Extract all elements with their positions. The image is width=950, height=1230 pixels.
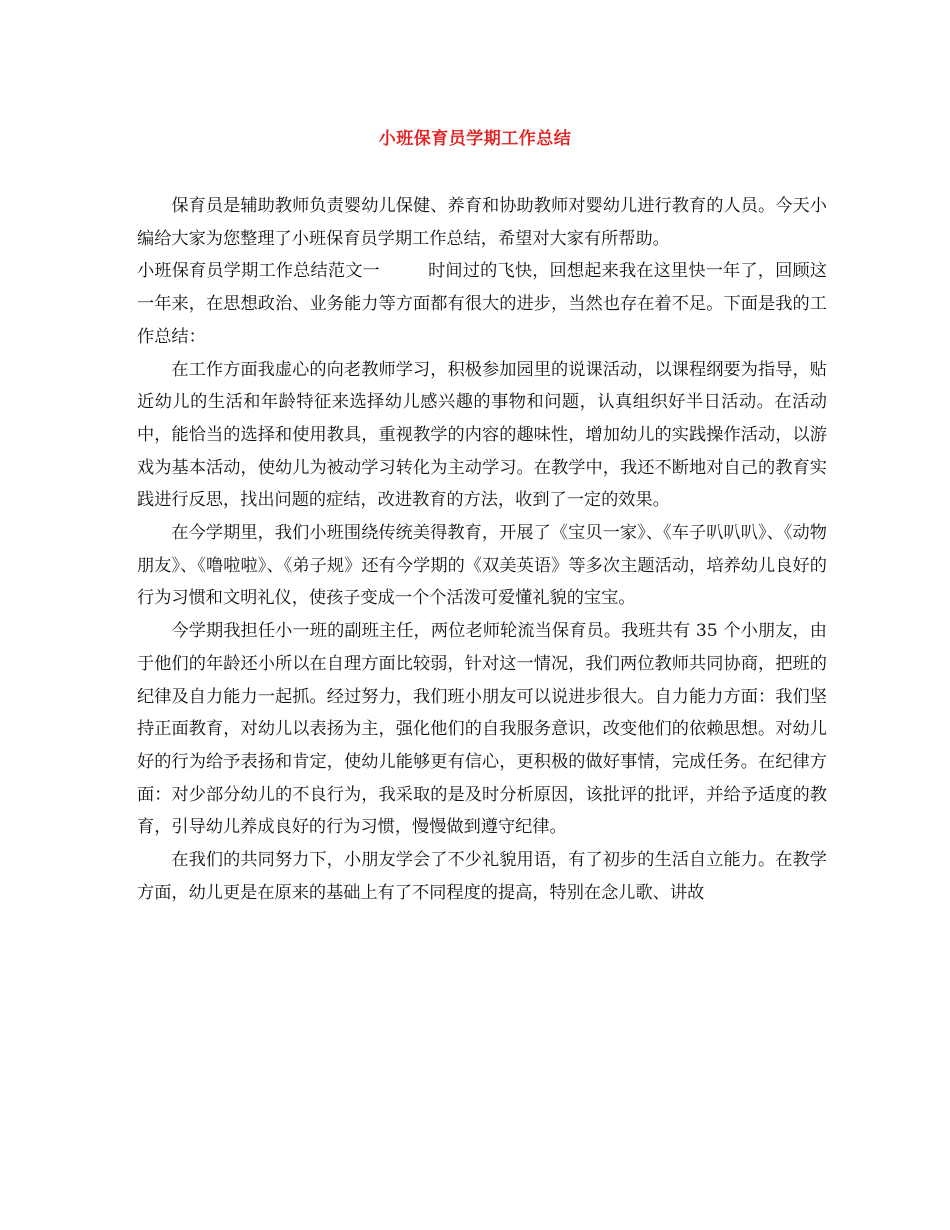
class-paragraph: 今学期我担任小一班的副班主任，两位老师轮流当保育员。我班共有 35 个小朋友，由于他们的年龄还小所以在自理方面比较弱，针对这一情况，我们两位教师共同协商，把班的纪律及自力能力一起抓。经过努力，我们班小朋友可以说进步很大。自力能力方面：我们坚持正面教育，对幼儿以表扬为主，强化他们的自我服务意识，改变他们的依赖思想。对幼儿好的行为给予表扬和肯定，使幼儿能够更有信心，更积极的做好事情，完成任务。在纪律方面：对少部分幼儿的不良行为，我采取的是及时分析原因，该批评的批评，并给予适度的教育，引导幼儿养成良好的行为习惯，慢慢做到遵守纪律。 [137, 621, 827, 838]
intro-paragraph: 保育员是辅助教师负责婴幼儿保健、养育和协助教师对婴幼儿进行教育的人员。今天小编给大家为您整理了小班保育员学期工作总结，希望对大家有所帮助。 [137, 196, 827, 249]
work-paragraph: 在工作方面我虚心的向老教师学习，积极参加园里的说课活动，以课程纲要为指导，贴近幼儿的生活和年龄特征来选择幼儿感兴趣的事物和问题，认真组织好半日活动。在活动中，能恰当的选择和使用教具，重视教学的内容的趣味性，增加幼儿的实践操作活动，以游戏为基本活动，使幼儿为被动学习转化为主动学习。在教学中，我还不断地对自己的教育实践进行反思，找出问题的症结，改进教育的方法，收到了一定的效果。 [137, 359, 827, 511]
section-label: 小班保育员学期工作总结范文一 [137, 261, 380, 282]
section-paragraph [137, 255, 827, 353]
progress-paragraph: 在我们的共同努力下，小朋友学会了不少礼貌用语，有了初步的生活自立能力。在教学方面，幼儿更是在原来的基础上有了不同程度的提高，特别在念儿歌、讲故 [137, 850, 827, 903]
document-body [137, 190, 827, 909]
section-text: 时间过的飞快，回想起来我在这里快一年了，回顾这一年来，在思想政治、业务能力等方面都有很大的进步，当然也存在着不足。下面是我的工作总结： [137, 261, 827, 347]
document-title: 小班保育员学期工作总结 [378, 129, 572, 149]
semester-paragraph: 在今学期里，我们小班围绕传统美得教育，开展了《宝贝一家》、《车子叭叭叭》、《动物朋友》、《噜啦啦》、《弟子规》还有今学期的《双美英语》等多次主题活动，培养幼儿良好的行为习惯和文明礼仪，使孩子变成一个个活泼可爱懂礼貌的宝宝。 [137, 523, 827, 609]
